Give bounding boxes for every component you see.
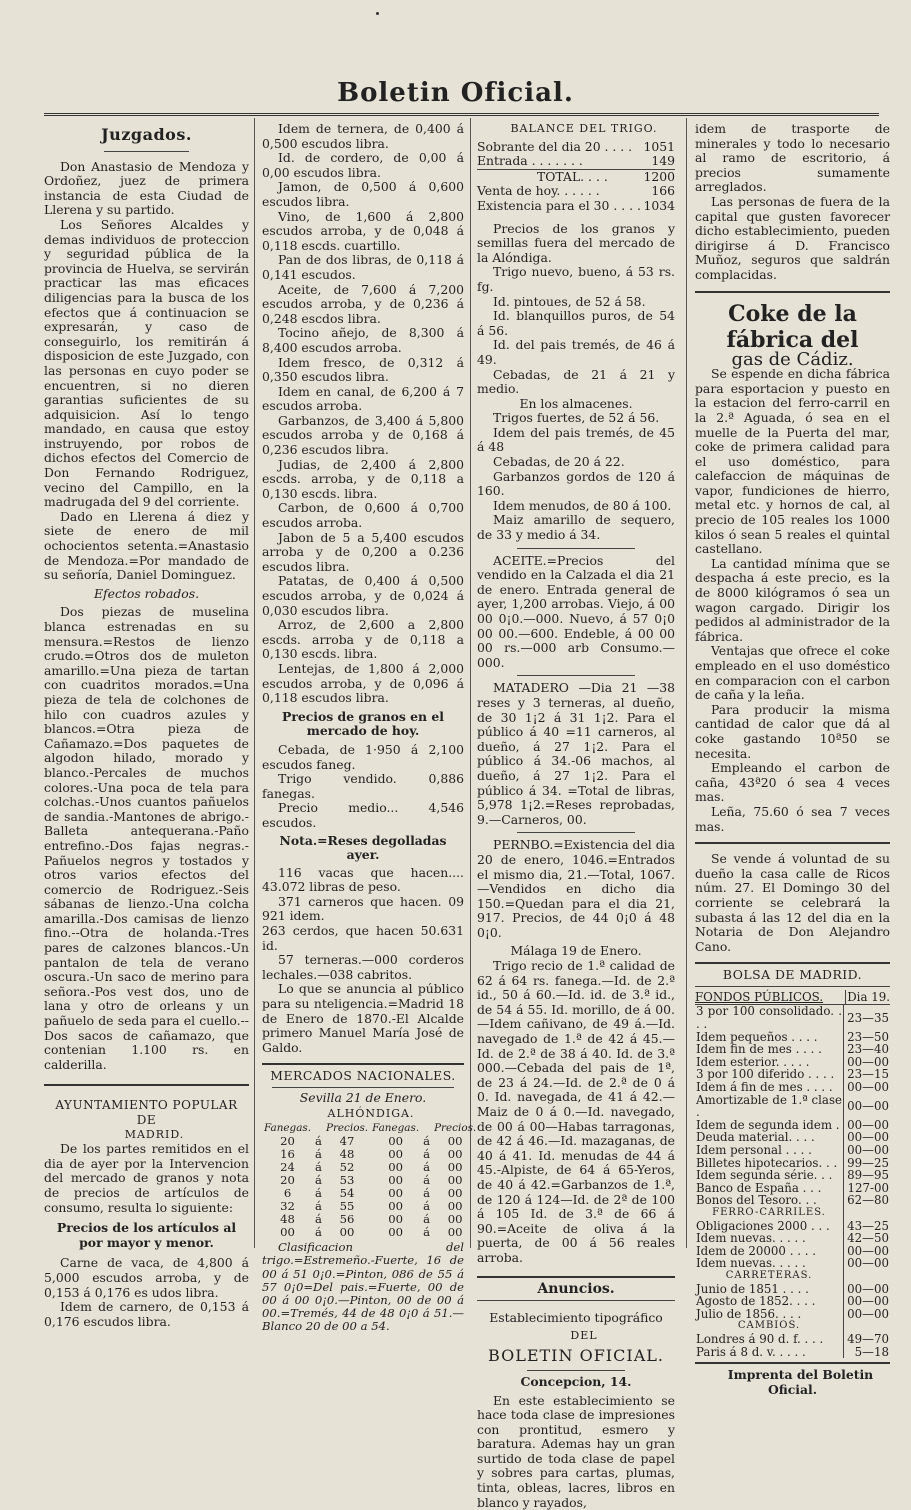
almacenes-heading: En los almacenes. [477,397,675,412]
almacen-price: Cebadas, de 20 á 22. [477,455,675,470]
coke-paragraph: Se espende en dicha fábrica para esportacion y puesto en la estacion del ferro-carril en la 2.ª Aguada, ó sea en el muelle de la Puerta del mar, coke de primera calidad para el uso doméstico, para calefaccion de máquinas de vapor, fundiciones de hierro, metal etc. y hornos de cal, al precio de 105 reales los 1000 kilos ó sean 5 reales el quintal castellano. [695,367,890,557]
price-item: Pan de dos libras, de 0,118 á 0,141 escudos. [262,253,464,282]
price-item: Vino, de 1,600 á 2,800 escudos arroba, y de 0,048 á 0,118 escds. cuartillo. [262,210,464,254]
ayuntamiento-heading: AYUNTAMIENTO POPULAR DE [44,1098,249,1127]
establecimiento-line: Establecimiento tipográfico [477,1311,675,1326]
table-row: Agosto de 1852. . . . 00—00 [695,1295,890,1308]
malaga-heading: Málaga 19 de Enero. [477,944,675,959]
coke-paragraph: La cantidad mínima que se despacha á este precio, es la de 8000 kilógramos ó sea un wagon cargado. Dirigir los pedidos al administrador de la fábrica. [695,557,890,645]
print-mark [376,12,379,15]
almacen-price: Maiz amarillo de sequero, de 33 y medio á 34. [477,513,675,542]
dia-heading: Dia 19. [845,990,890,1005]
reses-vacas: 116 vacas que hacen.... 43.072 libras de peso. [262,866,464,895]
grain-price: Id. del pais tremés, de 46 á 49. [477,338,675,367]
grain-price: Trigo nuevo, bueno, á 53 rs. fg. [477,265,675,294]
precios-heading: Precios de los artículos al por mayor y menor. [44,1221,249,1250]
bolsa-table [695,1005,890,1358]
table-row: Julio de 1856. . . . 00—00 [695,1308,890,1321]
table-row: Amortizable de 1.ª clase . 00—00 [695,1094,890,1119]
balance-table [477,140,675,214]
table-row: Idem fin de mes . . . . 23—40 [695,1043,890,1056]
price-item: Id. de cordero, de 0,00 á 0,00 escudos libra. [262,151,464,180]
bolsa-heading: BOLSA DE MADRID. [695,968,890,983]
price-item: Idem de ternera, de 0,400 á 0,500 escudos libra. [262,122,464,151]
price-item: Tocino añejo, de 8,300 á 8,400 escudos arroba. [262,326,464,355]
boletin-line: BOLETIN OFICIAL. [477,1349,675,1364]
column-3 [477,122,675,1510]
precios-fuera: Precios de los granos y semillas fuera del mercado de la Alóndiga. [477,222,675,266]
table-row: Idem personal . . . . 00—00 [695,1144,890,1157]
column-divider [686,118,687,1248]
coke-paragraph: Ventajas que ofrece el coke empleado en el uso doméstico en comparacion con el carbon de caña y la leña. [695,644,890,702]
column-divider [470,118,471,1248]
table-row: Deuda material. . . . 00—00 [695,1131,890,1144]
edict-body: Los Señores Alcaldes y demas individuos de proteccion y seguridad pública de la provincia de Huelva, se servirán practicar las mas eficaces diligencias para la busca de los efectos que á continuacion se expresarán, y caso de conseguirlo, los remitirán á disposicion de este Juzgado, con las personas en cuyo poder se encuentren, si no dieren garantias suficientes de su adquisicion. Así lo tengo mandado, en causa que estoy instruyendo, por robos de dichos efectos del Comercio de Don Fernando Rodriguez, vecino del Campillo, en la madrugada del 9 del corriente. [44,218,249,510]
venta-casa: Se vende á voluntad de su dueño la casa calle de Ricos núm. 27. El Domingo 30 del corriente se celebrará la subasta á las 12 del dia en la Notaria de Don Alejandro Cano. [695,852,890,954]
anuncios-heading: Anuncios. [477,1282,675,1297]
fondos-heading: FONDOS PÚBLICOS. [695,990,823,1005]
alhondiga-heading: ALHÓNDIGA. [262,1107,464,1122]
reses-cerdos: 263 cerdos, que hacen 50.631 id. [262,924,464,953]
precio-medio: Precio medio... 4,546 escudos. [262,801,464,830]
grain-price: Id. pintoues, de 52 á 58. [477,295,675,310]
table-row: Billetes hipotecarios. . . 99—25 [695,1157,890,1170]
edict-signature: Dado en Llerena á diez y siete de enero de mil ochocientos setenta.=Anastasio de Mendoza.=Por mandado de su señoría, Daniel Dominguez. [44,510,249,583]
table-row: Idem de segunda idem . 00—00 [695,1119,890,1132]
price-item: Carbon, de 0,600 á 0,700 escudos arroba. [262,501,464,530]
column-divider [254,118,255,1248]
balance-heading: BALANCE DEL TRIGO. [477,122,675,137]
balance-row: Venta de hoy. . . . . . 166 [477,184,675,199]
price-carnero: Idem de carnero, de 0,153 á 0,176 escudos libra. [44,1300,249,1329]
table-row: Paris á 8 d. v. . . . . 5—18 [695,1346,890,1359]
table-row: Idem nuevas. . . . . 00—00 [695,1257,890,1270]
anuncio-fuera: Las personas de fuera de la capital que gusten favorecer dicho establecimiento, pueden dirigirse á D. Francisco Muñoz, seguros que saldrán complacidas. [695,195,890,283]
table-row: Idem segunda série. . . 89—95 [695,1169,890,1182]
column-2 [262,122,464,1334]
concepcion-line: Concepcion, 14. [477,1375,675,1390]
balance-row: Sobrante del dia 20 . . . . 1051 [477,140,675,155]
almacen-price: Idem menudos, de 80 á 100. [477,499,675,514]
table-row: 3 por 100 diferido . . . . 23—15 [695,1068,890,1081]
table-row: Banco de España . . . 127-00 [695,1182,890,1195]
cebada-price: Cebada, de 1·950 á 2,100 escudos faneg. [262,743,464,772]
table-row: Idem de 20000 . . . . 00—00 [695,1245,890,1258]
table-row: Obligaciones 2000 . . . 43—25 [695,1220,890,1233]
coke-heading: Coke de la fábrica del [695,301,890,353]
masthead-rule [44,113,879,116]
table-row: Idem pequeños . . . . 23—50 [695,1031,890,1044]
table-row: 3 por 100 consolidado. . . . 23—35 [695,1005,890,1030]
price-item: Arroz, de 2,600 a 2,800 escds. arroba y de 0,118 a 0,130 escds. libra. [262,618,464,662]
table-row: Junio de 1851 . . . . 00—00 [695,1283,890,1296]
edict-header: Don Anastasio de Mendoza y Ordoñez, juez de primera instancia de esta Ciudad de Llerena y su partido. [44,160,249,218]
table-section-heading: FERRO-CARRILES. [695,1207,890,1220]
anuncio-continued: idem de trasporte de minerales y todo lo necesario al ramo de escritorio, á precios sumamente arreglados. [695,122,890,195]
almacen-price: Trigos fuertes, de 52 á 56. [477,411,675,426]
coke-paragraph: Para producir la misma cantidad de calor que dá al coke gastando 10ª50 se necesita. [695,703,890,761]
coke-subheading: gas de Cádiz. [695,353,890,368]
table-row: 16 á 48 00 á 00 [262,1148,478,1161]
reses-carneros: 371 carneros que hacen. 09 921 idem. [262,895,464,924]
reses-terneras: 57 terneras.—000 corderos lechales.—038 cabritos. [262,953,464,982]
table-row: 6 á 54 00 á 00 [262,1187,478,1200]
bolsa-header [695,990,890,1006]
nota-heading: Nota.=Reses degolladas ayer. [262,834,464,863]
ayuntamiento-city: MADRID. [44,1128,249,1143]
coke-paragraph: Leña, 75.60 ó sea 7 veces mas. [695,805,890,834]
efectos-heading: Efectos robados. [44,587,249,602]
table-row: 20 á 47 00 á 00 [262,1135,478,1148]
balance-row: Existencia para el 30 . . . . 1034 [477,199,675,214]
table-header: Fanegas. Precios. Fanegas. Precios. [262,1122,478,1135]
price-carne-vaca: Carne de vaca, de 4,800 á 5,000 escudos arroba, y de 0,153 á 0,176 es udos libra. [44,1256,249,1300]
coke-paragraph: Empleando el carbon de caña, 43ª20 ó sea 4 veces mas. [695,761,890,805]
table-row: 48 á 56 00 á 00 [262,1213,478,1226]
aceite-report: ACEITE.=Precios del vendido en la Calzada el dia 21 de enero. Entrada general de ayer, 1,200 arrobas. Viejo, á 00 00 0¡0.—000. Nuevo, á 57 0¡0 00 00.—600. Endeble, á 00 00 00 rs.—000 arb Consumo.—000. [477,554,675,671]
table-row: 00 á 00 00 á 00 [262,1226,478,1239]
balance-row: TOTAL. . . . 1200 [477,169,675,185]
pernbo-report: PERNBO.=Existencia del dia 20 de enero, 1046.=Entrados el mismo dia, 21.—Total, 1067.—Vendidos en dicho dia 150.=Quedan para el dia 21, 917. Precios, de 44 0¡0 á 48 0¡0. [477,838,675,940]
granos-heading: Precios de granos en el mercado de hoy. [262,710,464,739]
malaga-report: Trigo recio de 1.ª calidad de 62 á 64 rs. fanega.—Id. de 2.ª id., 50 á 60.—Id. id. de 3.ª id., de 54 á 55. Id. morillo, de á 00.—Idem cañivano, de 49 á.—Id. navegado de 1.ª de 42 á 45.—Id. de 2.ª de 38 á 40. Id. de 3.ª 000.—Cebada del pais de 1ª, de 23 á 24.—Id. de 2.ª de 0 á 0. Id. navegada, de 41 á 42.—Maiz de 0 á 0.—Id. navegado, de 00 á 00—Habas tarragonas, de 42 á 46.—Id. mazaganas, de 40 á 41. Id. menudas de 44 á 45.-Alpiste, de 64 á 65-Yeros, de 40 á 42.=Garbanzos de 1.ª, de 120 á 124—Id. de 2ª de 100 á 105 Id. de 3.ª de 66 á 90.=Aceite de oliva á la puerta, de 00 á 56 reales arroba. [477,959,675,1265]
table-section-heading: CARRETERAS. [695,1270,890,1283]
grain-price: Id. blanquillos puros, de 54 á 56. [477,309,675,338]
column-1 [44,122,249,1329]
table-row: Idem nuevas. . . . . 42—50 [695,1232,890,1245]
almacen-price: Garbanzos gordos de 120 á 160. [477,470,675,499]
price-item: Jamon, de 0,500 á 0,600 escudos libra. [262,180,464,209]
matadero-report: MATADERO —Dia 21 —38 reses y 3 terneras, al dueño, de 30 1¡2 á 31 1¡2. Para el público á 40 =11 carneros, al dueño, á 27 1¡2. Para el público á 34.-06 machos, al dueño, á 27 1¡2. Para el público á 34. =Total de libras, 5,978 1¡2.=Reses reprobadas, 9.—Carneros, 00. [477,681,675,827]
table-row: Idem esterior. . . . . 00—00 [695,1056,890,1069]
price-item: Aceite, de 7,600 á 7,200 escudos arroba, y de 0,236 á 0,248 escdos libra. [262,283,464,327]
section-heading-juzgados: Juzgados. [44,128,249,143]
price-item: Lentejas, de 1,800 á 2,000 escudos arroba, y de 0,096 á 0,118 escudos libra. [262,662,464,706]
efectos-list: Dos piezas de muselina blanca estrenadas en su mensura.=Restos de lienzo crudo.=Otros dos de muleton amarillo.=Una pieza de tartan con cuadritos morados.=Una pieza de tela de colchones de hilo con cuadros azules y blancos.=Otra pieza de Cañamazo.=Dos paquetes de algodon hilado, morado y blanco.-Percales de muchos colores.-Una poca de tela para colchas.-Unos cuantos pañuelos de sandia.-Mantones de abrigo.-Balleta antequerana.-Paño entrefino.-Dos fajas negras.-Pañuelos negros y tostados y otros varios efectos del comercio de Rodriguez.-Seis sábanas de lienzo.-Una colcha amarilla.-Dos camisas de lienzo fino.--Otra de holanda.-Tres pares de calzones blancos.-Un pantalon de tela de verano oscura.-Un saco de merino para señora.-Pos vest dos, uno de lana y otro de orleans y un pañuelo de seda para el cuello.--Dos sacos de cañamazo, que contenian 1.100 rs. en calderilla. [44,605,249,1072]
price-item: Patatas, de 0,400 á 0,500 escudos arroba, y de 0,024 á 0,030 escudos libra. [262,574,464,618]
mercados-heading: MERCADOS NACIONALES. [262,1069,464,1084]
ayuntamiento-intro: De los partes remitidos en el dia de ayer por la Intervencion del mercado de granos y nota de precios de artículos de consumo, resulta lo siguiente: [44,1142,249,1215]
imprenta-footer: Imprenta del Boletin Oficial. [695,1368,890,1397]
price-item: Jabon de 5 a 5,400 escudos arroba y de 0,200 a 0.236 escudos libra. [262,531,464,575]
table-row: Idem á fin de mes . . . . 00—00 [695,1081,890,1094]
table-row: Bonos del Tesoro. . . 62—80 [695,1194,890,1207]
alhondiga-table [262,1122,478,1239]
almacen-price: Idem del pais tremés, de 45 á 48 [477,426,675,455]
balance-row: Entrada . . . . . . . 149 [477,154,675,169]
grain-price: Cebadas, de 21 á 21 y medio. [477,368,675,397]
table-row: 24 á 52 00 á 00 [262,1161,478,1174]
anuncio-text: En este establecimiento se hace toda clase de impresiones con prontitud, esmero y baratura. Ademas hay un gran surtido de toda clase de papel y sobres para cartas, plumas, tinta, obleas, lacres, libros en blanco y rayados, [477,1394,675,1510]
table-section-heading: CAMBIOS. [695,1320,890,1333]
table-row: 32 á 55 00 á 00 [262,1200,478,1213]
column-4 [695,122,890,1397]
trigo-vendido: Trigo vendido. 0,886 fanegas. [262,772,464,801]
del-line: DEL [477,1329,675,1344]
sevilla-heading: Sevilla 21 de Enero. [262,1091,464,1106]
price-item: Judias, de 2,400 á 2,800 escds. arroba, y de 0,118 a 0,130 escds. libra. [262,458,464,502]
table-row: Londres á 90 d. f. . . . 49—70 [695,1333,890,1346]
price-item: Garbanzos, de 3,400 á 5,800 escudos arroba y de 0,168 á 0,236 escudos libra. [262,414,464,458]
table-row: 20 á 53 00 á 00 [262,1174,478,1187]
clasificacion-trigo: Clasificacion del trigo.=Estremeño.-Fuerte, 16 de 00 á 51 0¡0.=Pinton, 086 de 55 á 57 0¡0=Del pais.=Fuerte, 00 de 00 á 00 0¡0.—Pinton, 00 de 00 á 00.=Tremés, 44 de 48 0¡0 á 51.—Blanco 20 de 00 a 54. [262,1241,464,1333]
price-item: Idem fresco, de 0,312 á 0,350 escudos libra. [262,356,464,385]
masthead-title: Boletin Oficial. [0,78,911,108]
price-item: Idem en canal, de 6,200 á 7 escudos arroba. [262,385,464,414]
aviso-publico: Lo que se anuncia al público para su nteligencia.=Madrid 18 de Enero de 1870.-El Alcalde primero Manuel María José de Galdo. [262,982,464,1055]
